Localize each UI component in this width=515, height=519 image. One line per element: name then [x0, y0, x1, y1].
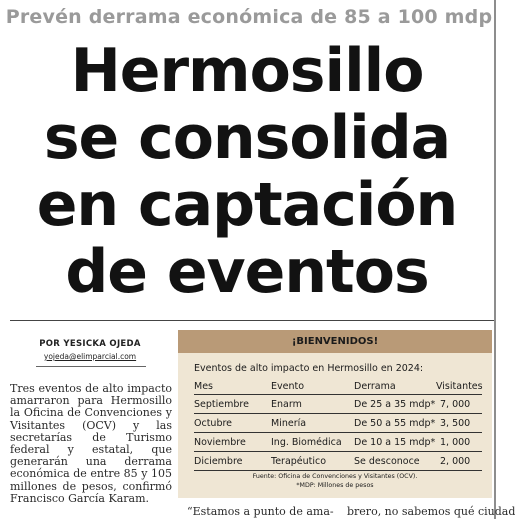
article-body-column-2: “Estamos a punto de ama-	[187, 505, 334, 518]
table-cell: 1, 000	[440, 437, 471, 448]
table-cell: Diciembre	[194, 456, 243, 467]
article-body-column-1: Tres eventos de alto impacto amarraron para Hermosillo la Oficina de Convenciones y Visitantes (OCV) y las secretarías de Turismo federal y estatal, que generarán una derrama económica de entre 85 y 105 millones de pesos, confirmó Francisco García Karam.	[10, 382, 172, 505]
kicker-subtitle: Prevén derrama económica de 85 a 100 mdp	[5, 6, 493, 28]
table-cell: Octubre	[194, 418, 233, 429]
column-header-month: Mes	[194, 381, 213, 392]
table-cell: De 10 a 15 mdp*	[354, 437, 436, 448]
headline	[0, 38, 494, 306]
headline-divider	[10, 320, 494, 321]
table-cell: 2, 000	[440, 456, 471, 467]
column-header-spending: Derrama	[354, 381, 396, 392]
events-table-box	[178, 330, 492, 498]
table-cell: Minería	[271, 418, 307, 429]
table-footnote	[178, 473, 492, 490]
table-cell: Septiembre	[194, 399, 249, 410]
table-cell: De 50 a 55 mdp*	[354, 418, 436, 429]
byline-email-link[interactable]: yojeda@elimparcial.com	[43, 352, 137, 361]
column-header-visitors: Visitantes	[436, 381, 483, 392]
table-row-divider	[194, 394, 482, 395]
table-row-divider	[194, 413, 482, 414]
table-header: ¡BIENVENIDOS!	[178, 330, 492, 353]
article-body-column-3: brero, no sabemos qué ciudad	[347, 505, 515, 518]
table-cell: De 25 a 35 mdp*	[354, 399, 436, 410]
table-row-divider	[194, 432, 482, 433]
table-source: Fuente: Oficina de Convenciones y Visitantes (OCV).	[252, 473, 418, 480]
table-cell: Enarm	[271, 399, 302, 410]
headline-line-2: se consolida	[43, 103, 451, 173]
table-cell: Noviembre	[194, 437, 246, 448]
byline-divider	[36, 366, 146, 367]
table-cell: Terapéutico	[271, 456, 327, 467]
column-rule-right	[494, 0, 496, 519]
headline-line-3: en captación	[36, 170, 458, 240]
headline-line-1: Hermosillo	[70, 36, 424, 106]
table-cell: Ing. Biomédica	[271, 437, 342, 448]
headline-line-4: de eventos	[65, 237, 429, 307]
table-row-divider	[194, 451, 482, 452]
byline-author: POR YESICKA OJEDA	[39, 339, 141, 349]
column-header-event: Evento	[271, 381, 305, 392]
table-cell: 3, 500	[440, 418, 471, 429]
table-caption: Eventos de alto impacto en Hermosillo en 2024:	[194, 363, 424, 374]
table-row-divider	[194, 470, 482, 471]
table-mdp-note: *MDP: Millones de pesos	[296, 481, 374, 489]
table-cell: 7, 000	[440, 399, 471, 410]
table-cell: Se desconoce	[354, 456, 420, 467]
